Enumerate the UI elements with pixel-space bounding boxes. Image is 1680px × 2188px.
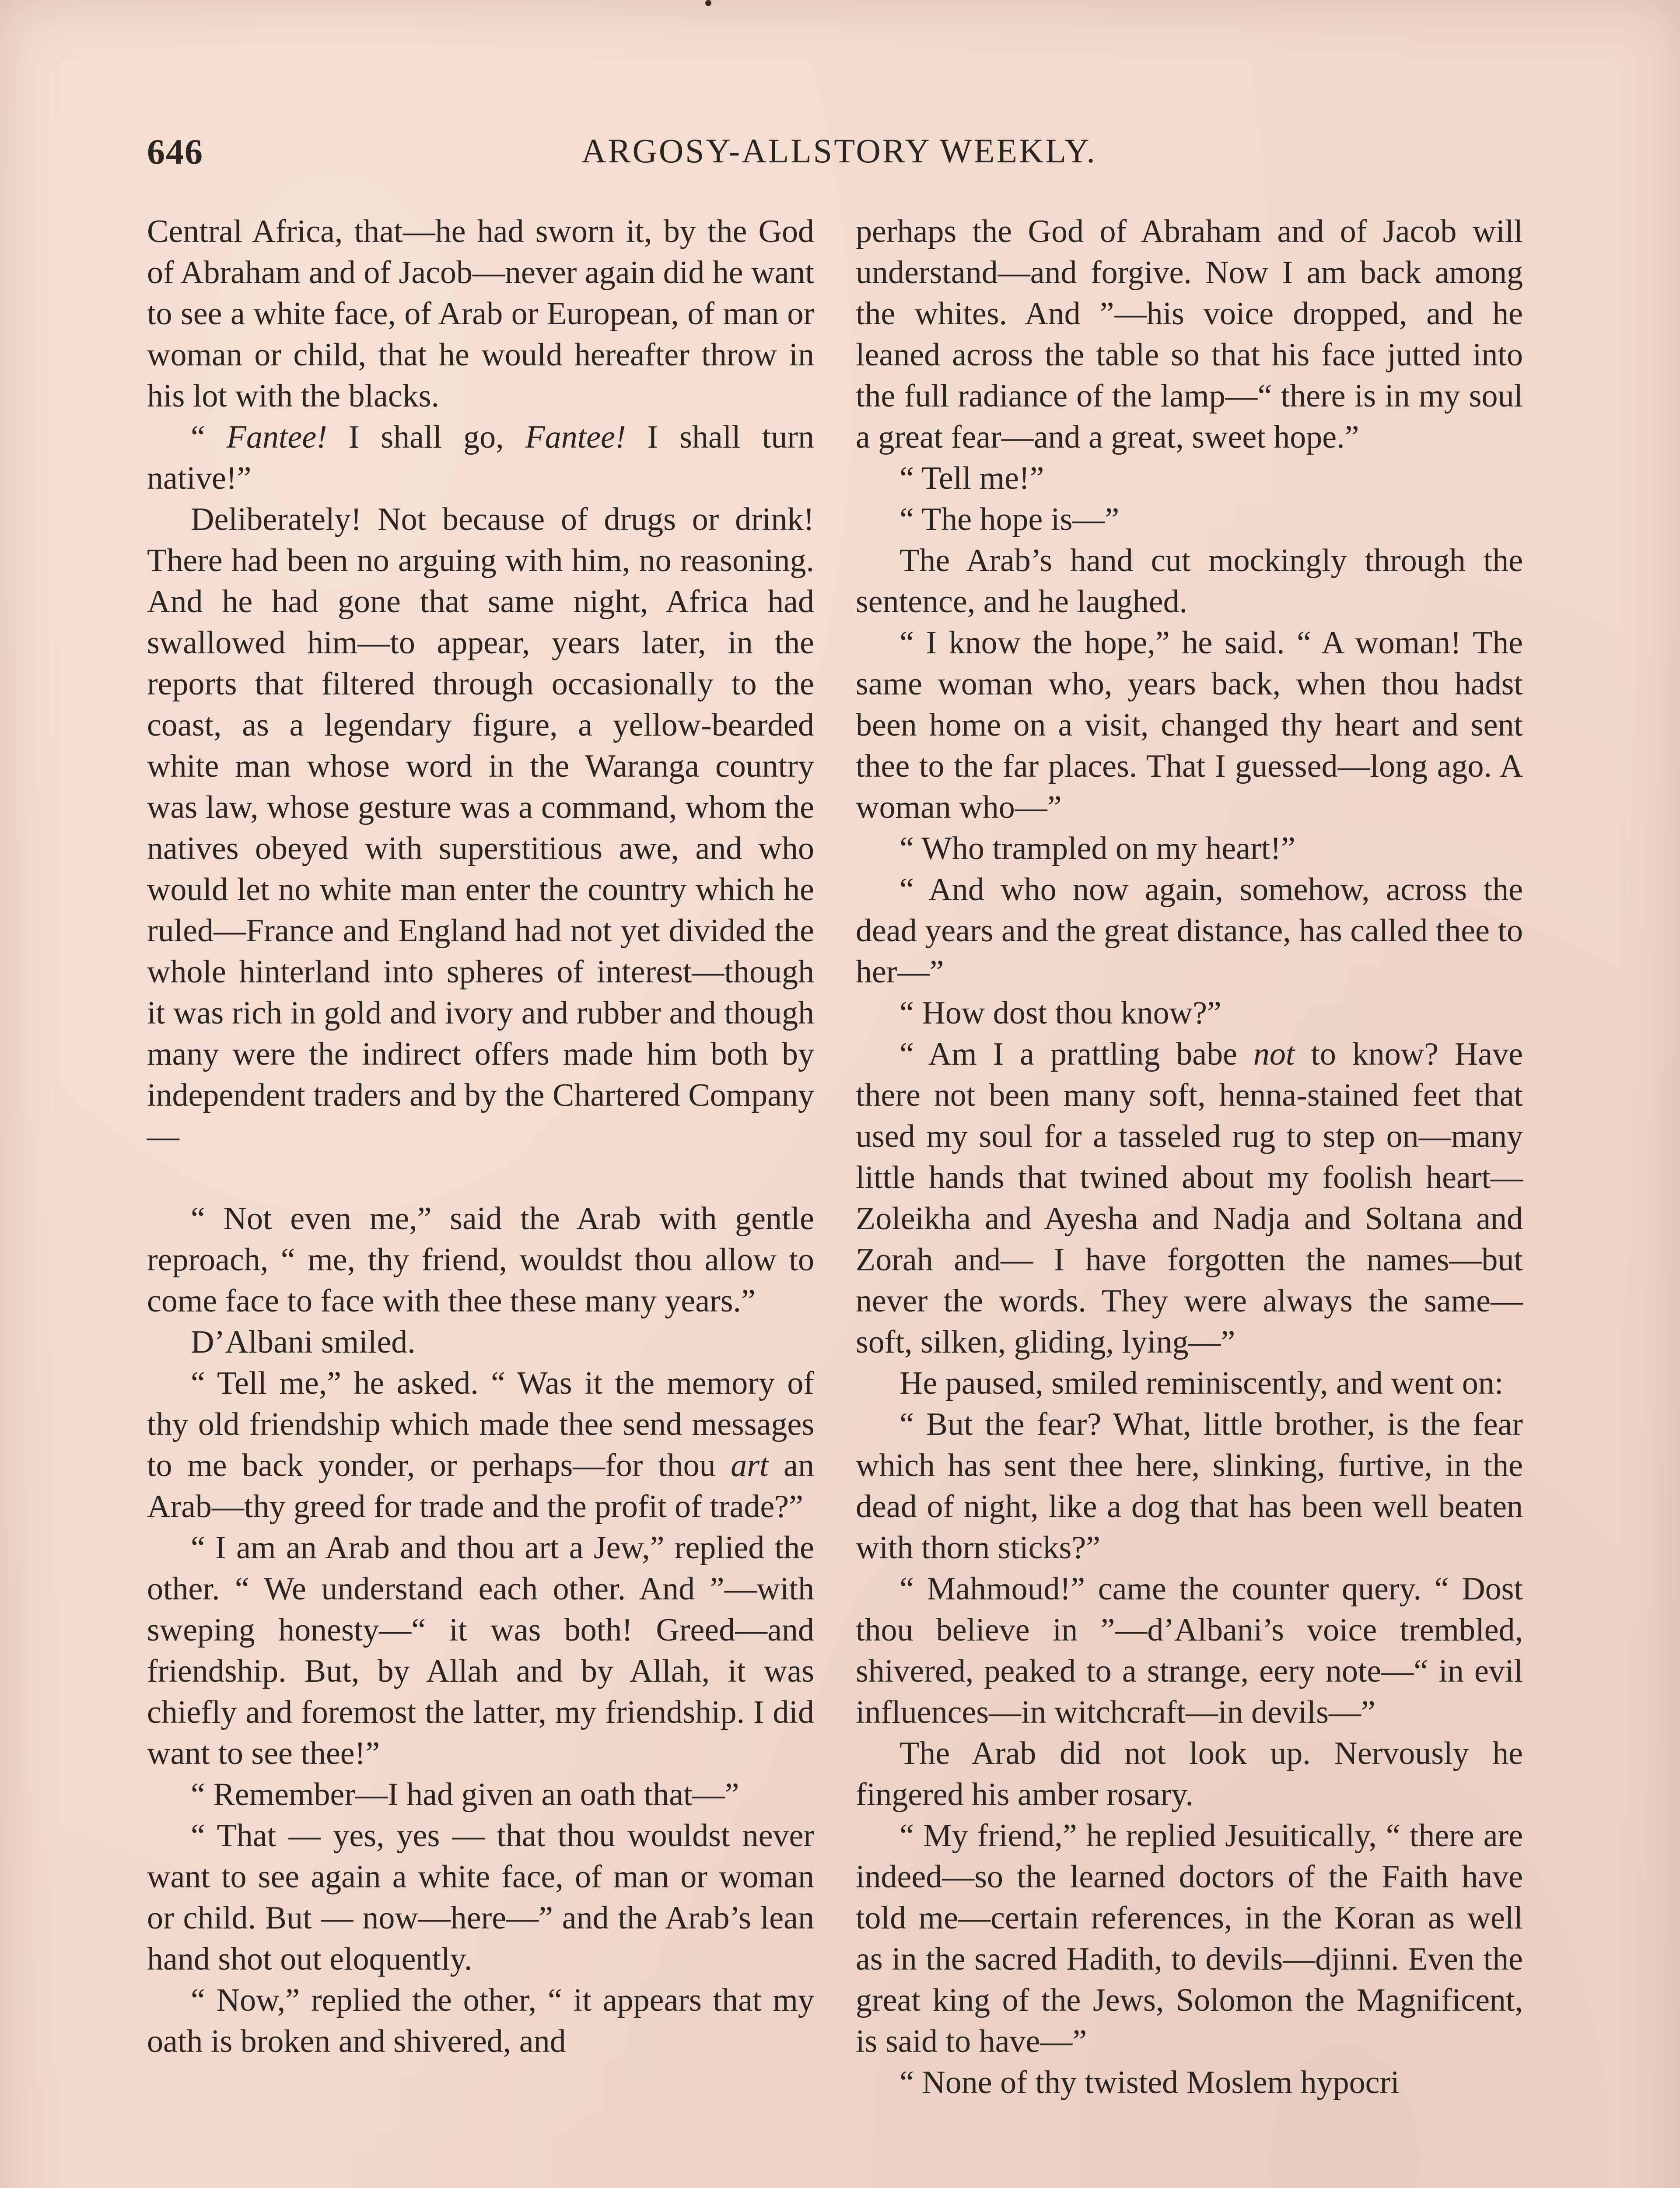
paragraph (856, 458, 1523, 499)
text-segment: “ And who now again, somehow, across the dead years and the great distance, has called thee to her—” (856, 872, 1523, 990)
italic-segment: art (731, 1448, 769, 1483)
paragraph (856, 1815, 1523, 2062)
paragraph (147, 417, 814, 499)
paragraph (147, 499, 814, 1157)
text-segment: “ Tell me!” (900, 460, 1044, 496)
paragraph (856, 540, 1523, 622)
text-segment: Deliberately! Not because of drugs or drink! There had been no arguing with him, no reasoning. And he had gone that same night, Africa had swallowed him—to appear, years later, in the reports that filtered through occasionally to the coast, as a legendary figure, a yellow-bearded white man whose word in the Waranga country was law, whose gesture was a command, whom the natives obeyed with superstitious awe, and who would let no white man enter the country which he ruled—France and England had not yet divided the whole hinterland into spheres of interest—though it was rich in gold and ivory and rubber and though many were the indirect offers made him both by independent traders and by the Chartered Company— (147, 501, 814, 1154)
italic-segment: Fantee! (525, 419, 626, 455)
paragraph (856, 1404, 1523, 1568)
paragraph (147, 1815, 814, 1980)
paragraph (856, 2062, 1523, 2103)
paragraph (856, 992, 1523, 1034)
paragraph (147, 1980, 814, 2062)
running-head: ARGOSY-ALLSTORY WEEKLY. (581, 132, 1097, 170)
text-segment: “ The hope is—” (900, 501, 1120, 537)
paragraph (147, 1363, 814, 1527)
paragraph (147, 1198, 814, 1322)
italic-segment: Fantee! (226, 419, 327, 455)
text-segment: an Arab—thy greed for trade and the profit of trade?” (147, 1448, 814, 1525)
right-column (856, 211, 1523, 2103)
text-segment: I shall go, (327, 419, 525, 455)
text-segment: “ That — yes, yes — that thou wouldst never want to see again a white face, of man or woman or child. But — now—here—” and the Arab’s lean hand shot out eloquently. (147, 1818, 814, 1977)
paragraph (147, 1527, 814, 1774)
paragraph (856, 1034, 1523, 1363)
text-segment: “ Remember—I had given an oath that—” (191, 1777, 739, 1813)
paragraph (856, 499, 1523, 540)
text-segment: “ But the fear? What, little brother, is the fear which has sent thee here, slinking, furtive, in the dead of night, like a dog that has been well beaten with thorn sticks?” (856, 1406, 1523, 1566)
paragraph (856, 1568, 1523, 1733)
text-segment: “ Mahmoud!” came the counter query. “ Dost thou believe in ”—d’Albani’s voice trembled, shivered, peaked to a strange, eery note—“ in evil influences—in witchcraft—in devils—” (856, 1571, 1523, 1730)
text-segment: Central Africa, that—he had sworn it, by the God of Abraham and of Jacob—never again did he want to see a white face, of Arab or European, of man or woman or child, that he would hereafter throw in his lot with the blacks. (147, 214, 814, 414)
text-segment: “ Am I a prattling babe (900, 1036, 1253, 1072)
text-segment: D’Albani smiled. (191, 1324, 416, 1360)
text-segment: I shall turn native!” (147, 419, 814, 496)
text-segment: He paused, smiled reminiscently, and went on: (900, 1365, 1504, 1401)
text-segment: “ Now,” replied the other, “ it appears that my oath is broken and shivered, and (147, 1982, 814, 2059)
paragraph (856, 622, 1523, 828)
text-segment: “ I am an Arab and thou art a Jew,” replied the other. “ We understand each other. And ”—with sweping honesty—“ it was both! Greed—and friendship. But, by Allah and by Allah, it was chiefly and foremost the latter, my friendship. I did want to see thee!” (147, 1530, 814, 1771)
text-segment: “ (191, 419, 227, 455)
text-segment: The Arab did not look up. Nervously he fingered his amber rosary. (856, 1736, 1523, 1813)
text-segment: “ Who trampled on my heart!” (900, 831, 1295, 866)
text-segment: perhaps the God of Abraham and of Jacob will understand—and forgive. Now I am back among the whites. And ”—his voice dropped, and he leaned across the table so that his face jutted into the full radiance of the lamp—“ there is in my soul a great fear—and a great, sweet hope.” (856, 214, 1523, 455)
text-segment: “ I know the hope,” he said. “ A woman! The same woman who, years back, when thou hadst been home on a visit, changed thy heart and sent thee to the far places. That I guessed—long ago. A woman who—” (856, 625, 1523, 825)
ink-speck (705, 0, 711, 6)
paragraph (856, 1363, 1523, 1404)
text-segment: to know? Have there not been many soft, henna-stained feet that used my soul for a tasseled rug to step on—many little hands that twined about my foolish heart—Zoleikha and Ayesha and Nadja and Soltana and Zorah and— I have forgotten the names—but never the words. They were always the same—soft, silken, gliding, lying—” (856, 1036, 1523, 1360)
page-number: 646 (147, 132, 203, 172)
paragraph (856, 828, 1523, 869)
paragraph (147, 211, 814, 417)
text-segment: “ How dost thou know?” (900, 995, 1222, 1031)
text-segment: “ None of thy twisted Moslem hypocri (900, 2065, 1400, 2100)
text-segment: “ Tell me,” he asked. “ Was it the memory of thy old friendship which made thee send messages to me back yonder, or perhaps—for thou (147, 1365, 814, 1483)
italic-segment: not (1253, 1036, 1295, 1072)
paragraph (856, 211, 1523, 458)
paragraph (147, 1322, 814, 1363)
paragraph (147, 1774, 814, 1815)
text-segment: “ Not even me,” said the Arab with gentle reproach, “ me, thy friend, wouldst thou allow to come face to face with thee these many years.” (147, 1201, 814, 1319)
text-segment: The Arab’s hand cut mockingly through the sentence, and he laughed. (856, 543, 1523, 620)
left-column (147, 211, 814, 2062)
paragraph (856, 869, 1523, 992)
paragraph (856, 1733, 1523, 1815)
text-segment: “ My friend,” he replied Jesuitically, “ there are indeed—so the learned doctors of the Faith have told me—certain references, in the Koran as well as in the sacred Hadith, to devils—djinni. Even the great king of the Jews, Solomon the Magnificent, is said to have—” (856, 1818, 1523, 2059)
page-header (147, 131, 1531, 179)
